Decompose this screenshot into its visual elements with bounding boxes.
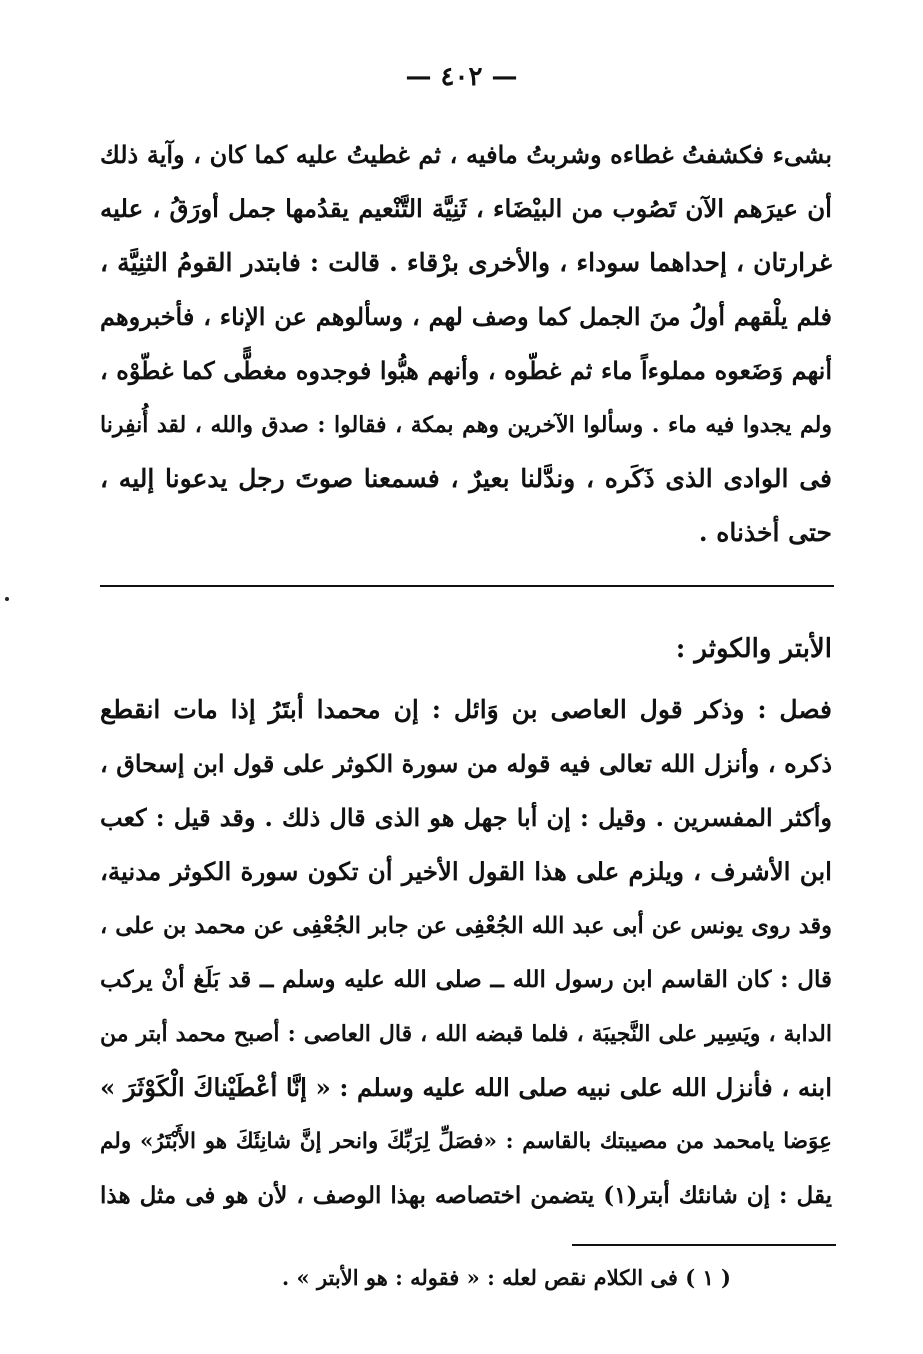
paragraph-1-line: ولم يجدوا فيه ماء . وسألوا الآخرين وهم بمكة ، فقالوا : صدق والله ، لقد أُنفِرنا <box>100 412 832 438</box>
paragraph-1-line: غرارتان ، إحداهما سوداء ، والأخرى برْقاء . قالت : فابتدر القومُ الثنِيَّة ، <box>100 248 832 277</box>
paragraph-1-line: فلم يلْقهم أولُ منَ الجمل كما وصف لهم ، وسألوهم عن الإناء ، فأخبروهم <box>100 302 832 331</box>
margin-mark <box>5 597 9 601</box>
paragraph-1-line: بشىء فكشفتُ غطاءه وشربتُ مافيه ، ثم غطيتُ عليه كما كان ، وآية ذلك <box>100 140 832 169</box>
section-divider <box>100 585 834 587</box>
paragraph-2-line: يقل : إن شانئك أبتر(١) يتضمن اختصاصه بهذا الوصف ، لأن هو فى مثل هذا <box>100 1182 832 1209</box>
paragraph-1-line: فى الوادى الذى ذَكَره ، وندَّلنا بعيرٌ ، فسمعنا صوتَ رجل يدعونا إليه ، <box>100 464 832 493</box>
footnote-divider <box>572 1244 836 1246</box>
page-number: — ٤٠٢ — <box>405 62 518 92</box>
paragraph-2-line: فصل : وذكر قول العاصى بن وَائل : إن محمدا أبتَرُ إذا مات انقطع <box>100 695 832 724</box>
paragraph-2-line: وقد روى يونس عن أبى عبد الله الجُعْفِى عن جابر الجُعْفِى عن محمد بن على ، <box>100 913 832 939</box>
paragraph-1 <box>100 128 832 560</box>
paragraph-2-line: ابنه ، فأنزل الله على نبيه صلى الله عليه وسلم : « إنَّا أعْطَيْناكَ الْكَوْثَرَ » <box>100 1073 832 1102</box>
paragraph-2 <box>100 683 832 1223</box>
paragraph-2-line: الدابة ، ويَسِير على النَّجيبَة ، فلما قبضه الله ، قال العاصى : أصبح محمد أبتر من <box>100 1021 832 1047</box>
paragraph-2-line: ذكره ، وأنزل الله تعالى فيه قوله من سورة الكوثر على قول ابن إسحاق ، <box>100 749 832 778</box>
paragraph-2-line: قال : كان القاسم ابن رسول الله ــ صلى الله عليه وسلم ــ قد بَلَغ أنْ يركب <box>100 966 832 993</box>
paragraph-1-line: أن عيرَهم الآن تَصُوب من البيْضَاء ، ثَنِيَّة التَّنْعيم يقدُمها جمل أورَقُ ، عليه <box>100 194 832 223</box>
paragraph-2-line: وأكثر المفسرين . وقيل : إن أبا جهل هو الذى قال ذلك . وقد قيل : كعب <box>100 803 832 832</box>
paragraph-2-line: عِوَضا يامحمد من مصيبتك بالقاسم : «فصَلِّ لِرَبِّكَ وانحر إنَّ شانِئَكَ هو الأَبْتَرُ» ولم <box>100 1129 832 1154</box>
paragraph-1-line: حتى أخذناه . <box>698 518 832 547</box>
footnote: ( ١ ) فى الكلام نقص لعله : « فقوله : هو الأبتر » . <box>281 1265 731 1290</box>
section-heading: الأبتر والكوثر : <box>675 634 832 664</box>
paragraph-2-line: ابن الأشرف ، ويلزم على هذا القول الأخير أن تكون سورة الكوثر مدنية، <box>100 857 832 886</box>
paragraph-1-line: أنهم وَضَعوه مملوءاً ماء ثم غطّوه ، وأنهم هبُّوا فوجدوه مغطًّى كما غطّوْه ، <box>100 356 832 385</box>
